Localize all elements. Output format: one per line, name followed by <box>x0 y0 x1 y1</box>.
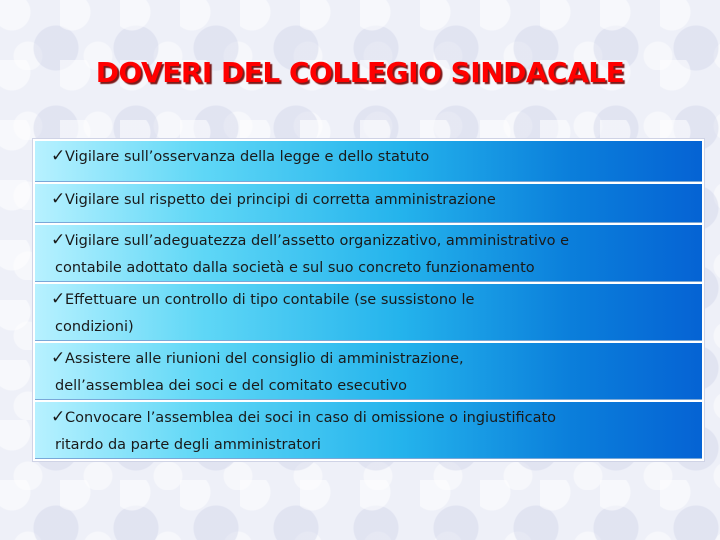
duty-item-6 <box>35 402 702 459</box>
duty-text: Vigilare sul rispetto dei principi di corretta amministrazione <box>65 192 496 208</box>
duty-text: Convocare l’assemblea dei soci in caso di omissione o ingiustificato <box>65 410 557 426</box>
checkmark-icon: ✓ <box>51 407 66 427</box>
duty-text-continued: ritardo da parte degli amministratori <box>55 437 321 453</box>
slide-title: DOVERI DEL COLLEGIO SINDACALE <box>95 56 625 89</box>
checkmark-icon: ✓ <box>51 189 66 209</box>
duty-item-4 <box>35 284 702 341</box>
duty-text-continued: contabile adottato dalla società e sul suo concreto funzionamento <box>55 260 535 276</box>
duty-text-continued: dell’assemblea dei soci e del comitato esecutivo <box>55 378 408 394</box>
checkmark-icon: ✓ <box>51 348 66 368</box>
duty-item-1 <box>35 141 702 182</box>
checkmark-icon: ✓ <box>51 146 66 166</box>
duty-text-continued: condizioni) <box>55 319 134 335</box>
duty-item-5 <box>35 343 702 400</box>
duties-list <box>32 138 705 462</box>
duty-text: Effettuare un controllo di tipo contabile (se sussistono le <box>65 292 475 308</box>
duty-text: Vigilare sull’adeguatezza dell’assetto organizzativo, amministrativo e <box>65 233 570 249</box>
checkmark-icon: ✓ <box>51 230 66 250</box>
duty-item-2 <box>35 184 702 223</box>
duty-text: Vigilare sull’osservanza della legge e dello statuto <box>65 149 430 165</box>
duty-text: Assistere alle riunioni del consiglio di amministrazione, <box>65 351 464 367</box>
duty-item-3 <box>35 225 702 282</box>
checkmark-icon: ✓ <box>51 289 66 309</box>
